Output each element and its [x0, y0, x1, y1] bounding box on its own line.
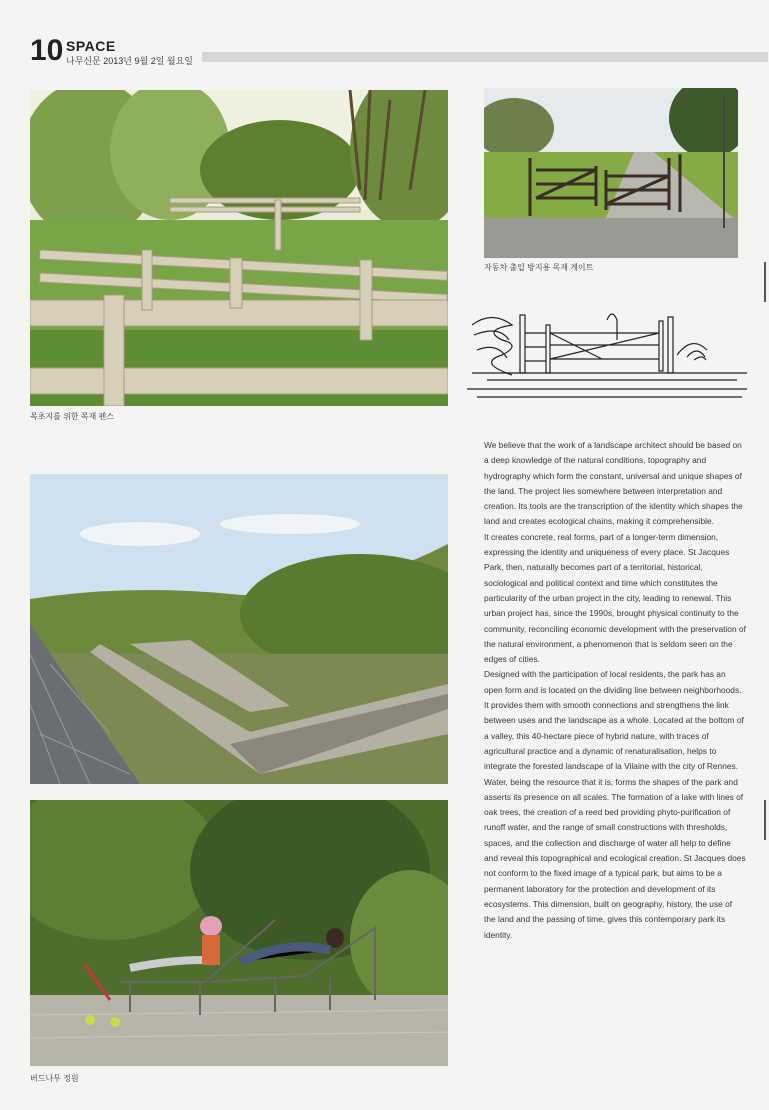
section-title: SPACE	[66, 38, 116, 54]
scan-edge-mark	[764, 262, 766, 302]
gate-caption: 자동차 출입 방지용 목재 게이트	[484, 263, 594, 272]
article-paragraph: Designed with the participation of local residents, the park has an open form and is located on the dividing line between neighborhoods. It provides them with smooth connections and strengthens the link between uses and the landscape as a whole. Located at the bottom of a valley, this 40-hectare piece of hybrid nature, with traces of agricultural practice and a dynamic of renaturalisation, helps to integrate the forested landscape of la Vilaine with the city of Rennes.	[484, 669, 744, 772]
loungers-caption: 버드나무 정원	[30, 1074, 79, 1083]
loungers-photo	[30, 800, 448, 1066]
gate-sketch	[462, 305, 752, 405]
article-body	[484, 438, 746, 943]
page-number: 10	[30, 34, 64, 67]
boardwalk-photo	[30, 474, 448, 784]
gate-photo	[484, 88, 738, 258]
header-rule	[202, 52, 768, 62]
article-paragraph: Water, being the resource that it is, forms the shapes of the park and asserts its presence on all scales. The formation of a lake with lines of oak trees, the creation of a reed bed providing phyto-purification of runoff water, and the range of small constructions with thresholds, spaces, and the collection and discharge of water all help to define and reveal this topographical and ecological creation. St Jacques does not conform to the fixed image of a typical park, but aims to be a permanent laboratory for the protection and development of its ecosystems. This dimension, built on geography, history, the use of the land and the passing of time, gives this contemporary park its identity.	[484, 776, 746, 940]
publication-date: 나무신문 2013년 9월 2일 월요일	[66, 56, 193, 66]
article-paragraph: It creates concrete, real forms, part of a longer-term dimension, expressing the identity and uniqueness of every place. St Jacques Park, then, naturally becomes part of a territorial, historical, sociological and political context and time which constitutes the particularity of the urban project in the city, leading to renewal. This urban project has, since the 1990s, brought physical continuity to the community, reconciling economic development with the preservation of the natural environment, a phenomenon that is seldom seen on the edges of cities.	[484, 531, 746, 665]
scan-edge-mark	[764, 800, 766, 840]
article-paragraph: We believe that the work of a landscape architect should be based on a deep knowledge of the natural conditions, topography and hydrography which form the constant, universal and unique shapes of the land. The project lies somewhere between interpretation and creation. Its tools are the transcription of the identity which shapes the land and creates ecological chains, making it comprehensible.	[484, 440, 743, 527]
fence-photo	[30, 90, 448, 406]
fence-caption: 목초지를 위한 목재 펜스	[30, 412, 114, 421]
